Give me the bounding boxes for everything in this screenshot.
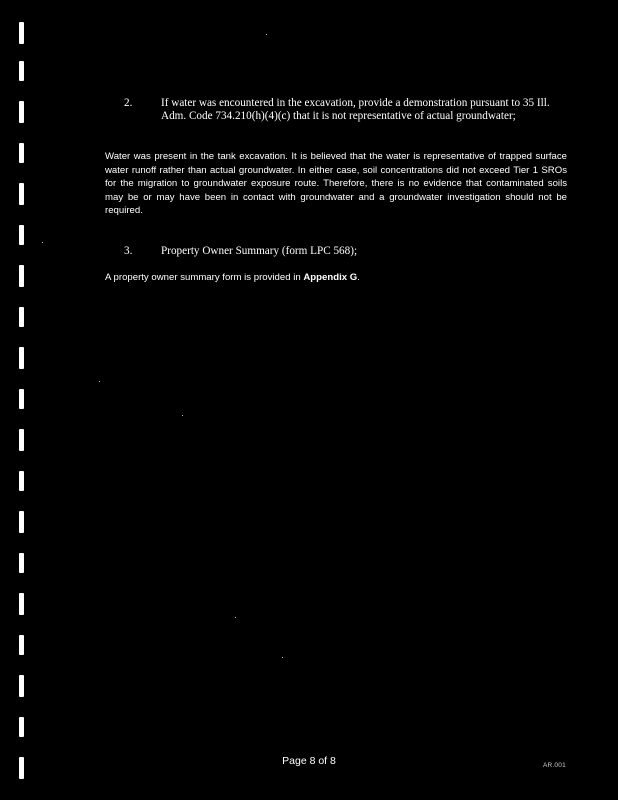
scan-speck [235, 617, 236, 618]
binder-hole [19, 471, 24, 491]
scan-speck [282, 657, 283, 658]
body-paragraph: Water was present in the tank excavation. It is believed that the water is representative of trapped surface water runoff rather than actual groundwater. In either case, soil concentrations did not exceed Tier 1 SROs for the migration to groundwater exposure route. Therefore, there is no evidence that contaminated soils may be or may have been in contact with groundwater and a groundwater investigation should not be required. [105, 151, 567, 217]
scan-speck [99, 381, 100, 382]
binder-hole [19, 389, 24, 409]
binder-hole [19, 265, 24, 287]
list-item-text: Property Owner Summary (form LPC 568); [161, 245, 358, 257]
scan-speck [42, 242, 43, 243]
binder-hole [19, 717, 24, 737]
binder-hole [19, 635, 24, 655]
binder-hole [19, 675, 24, 697]
binder-hole [19, 61, 24, 81]
list-item-number: 2. [124, 97, 133, 109]
paragraph-suffix: . [357, 272, 360, 283]
binder-hole [19, 347, 24, 369]
binder-hole [19, 22, 24, 44]
page-number: Page 8 of 8 [282, 755, 336, 767]
scan-speck [182, 415, 183, 416]
binder-hole [19, 593, 24, 615]
body-paragraph-appendix [105, 271, 567, 285]
list-item-text: If water was encountered in the excavation, provide a demonstration pursuant to 35 Ill. Adm. Code 734.210(h)(4)(c) that it is not representative of actual groundwater; [161, 97, 550, 122]
binder-hole [19, 225, 24, 245]
binder-hole [19, 183, 24, 205]
paragraph-text: A property owner summary form is provided in [105, 272, 304, 283]
binder-hole [19, 307, 24, 327]
binder-hole [19, 429, 24, 451]
appendix-reference: Appendix G [303, 272, 358, 283]
list-item-3 [0, 245, 618, 261]
list-item-number: 3. [124, 245, 133, 257]
list-item-2 [0, 97, 618, 137]
binder-hole [19, 553, 24, 573]
document-stamp: AR.001 [543, 762, 566, 769]
binder-hole [19, 143, 24, 163]
scan-speck [266, 34, 267, 35]
binder-hole [19, 511, 24, 533]
